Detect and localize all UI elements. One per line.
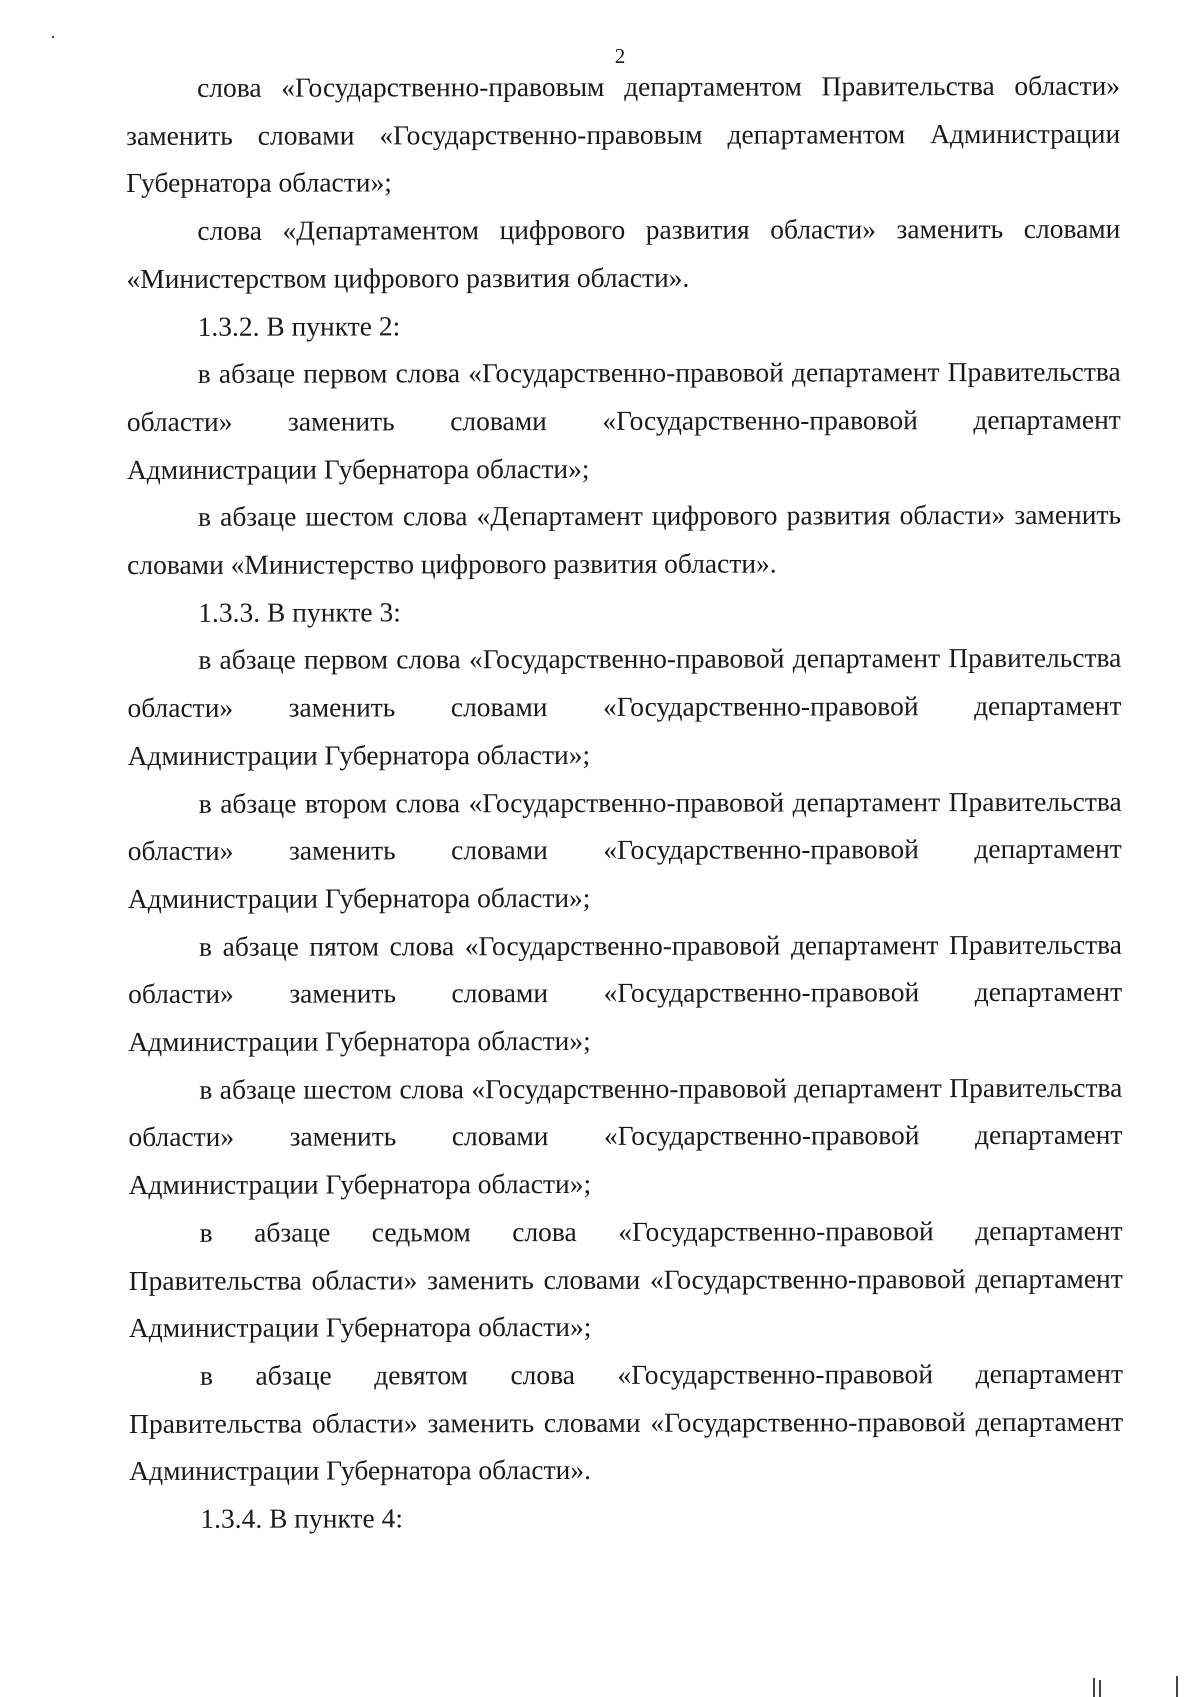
scan-artifact-dot [52,36,54,38]
paragraph-replace-legal-dept: слова «Государственно-правовым департаментом Правительства области» заменить словами «Государственно-правовым департаментом Администрации Губернатора области»; [126,69,1121,199]
paragraph-3-abzac-6: в абзаце шестом слова «Государственно-правовой департамент Правительства области» заменить словами «Государственно-правовой департамент Администрации Губернатора области»; [128,1071,1123,1201]
paragraph-3-abzac-1: в абзаце первом слова «Государственно-правовой департамент Правительства области» заменить словами «Государственно-правовой департамент Администрации Губернатора области»; [127,642,1122,771]
scan-artifact-mark [1093,1678,1095,1697]
paragraph-3-abzac-7: в абзаце седьмом слова «Государственно-правовой департамент Правительства области» заменить словами «Государственно-правовой департамент Администрации Губернатора области»; [128,1214,1123,1344]
clause-heading-1-3-3: 1.3.3. В пункте 3: [198,596,401,628]
clause-heading-1-3-4: 1.3.4. В пункте 4: [200,1502,403,1534]
paragraph-replace-digital-dept: слова «Департаментом цифрового развития области» заменить словами «Министерством цифрового развития области». [126,212,1121,294]
clause-heading-1-3-2: 1.3.2. В пункте 2: [197,309,401,342]
paragraph-2-abzac-1: в абзаце первом слова «Государственно-правовой департамент Правительства области» заменить словами «Государственно-правовой департамент Администрации Губернатора области»; [126,355,1121,485]
document-body [126,62,1123,1543]
paragraph-3-abzac-2: в абзаце втором слова «Государственно-правовой департамент Правительства области» заменить словами «Государственно-правовой департамент Администрации Губернатора области»; [127,785,1122,914]
paragraph-3-abzac-9: в абзаце девятом слова «Государственно-правовой департамент Правительства области» заменить словами «Государственно-правовой департамент Администрации Губернатора области». [129,1357,1124,1487]
scan-artifact-mark [1176,1676,1178,1697]
paragraph-3-abzac-5: в абзаце пятом слова «Государственно-правовой департамент Правительства области» заменить словами «Государственно-правовой департамент Администрации Губернатора области»; [128,928,1123,1058]
scan-artifact-mark [1099,1680,1101,1697]
page-number: 2 [614,44,626,68]
paragraph-2-abzac-6: в абзаце шестом слова «Департамент цифрового развития области» заменить словами «Министерство цифрового развития области». [127,499,1122,581]
